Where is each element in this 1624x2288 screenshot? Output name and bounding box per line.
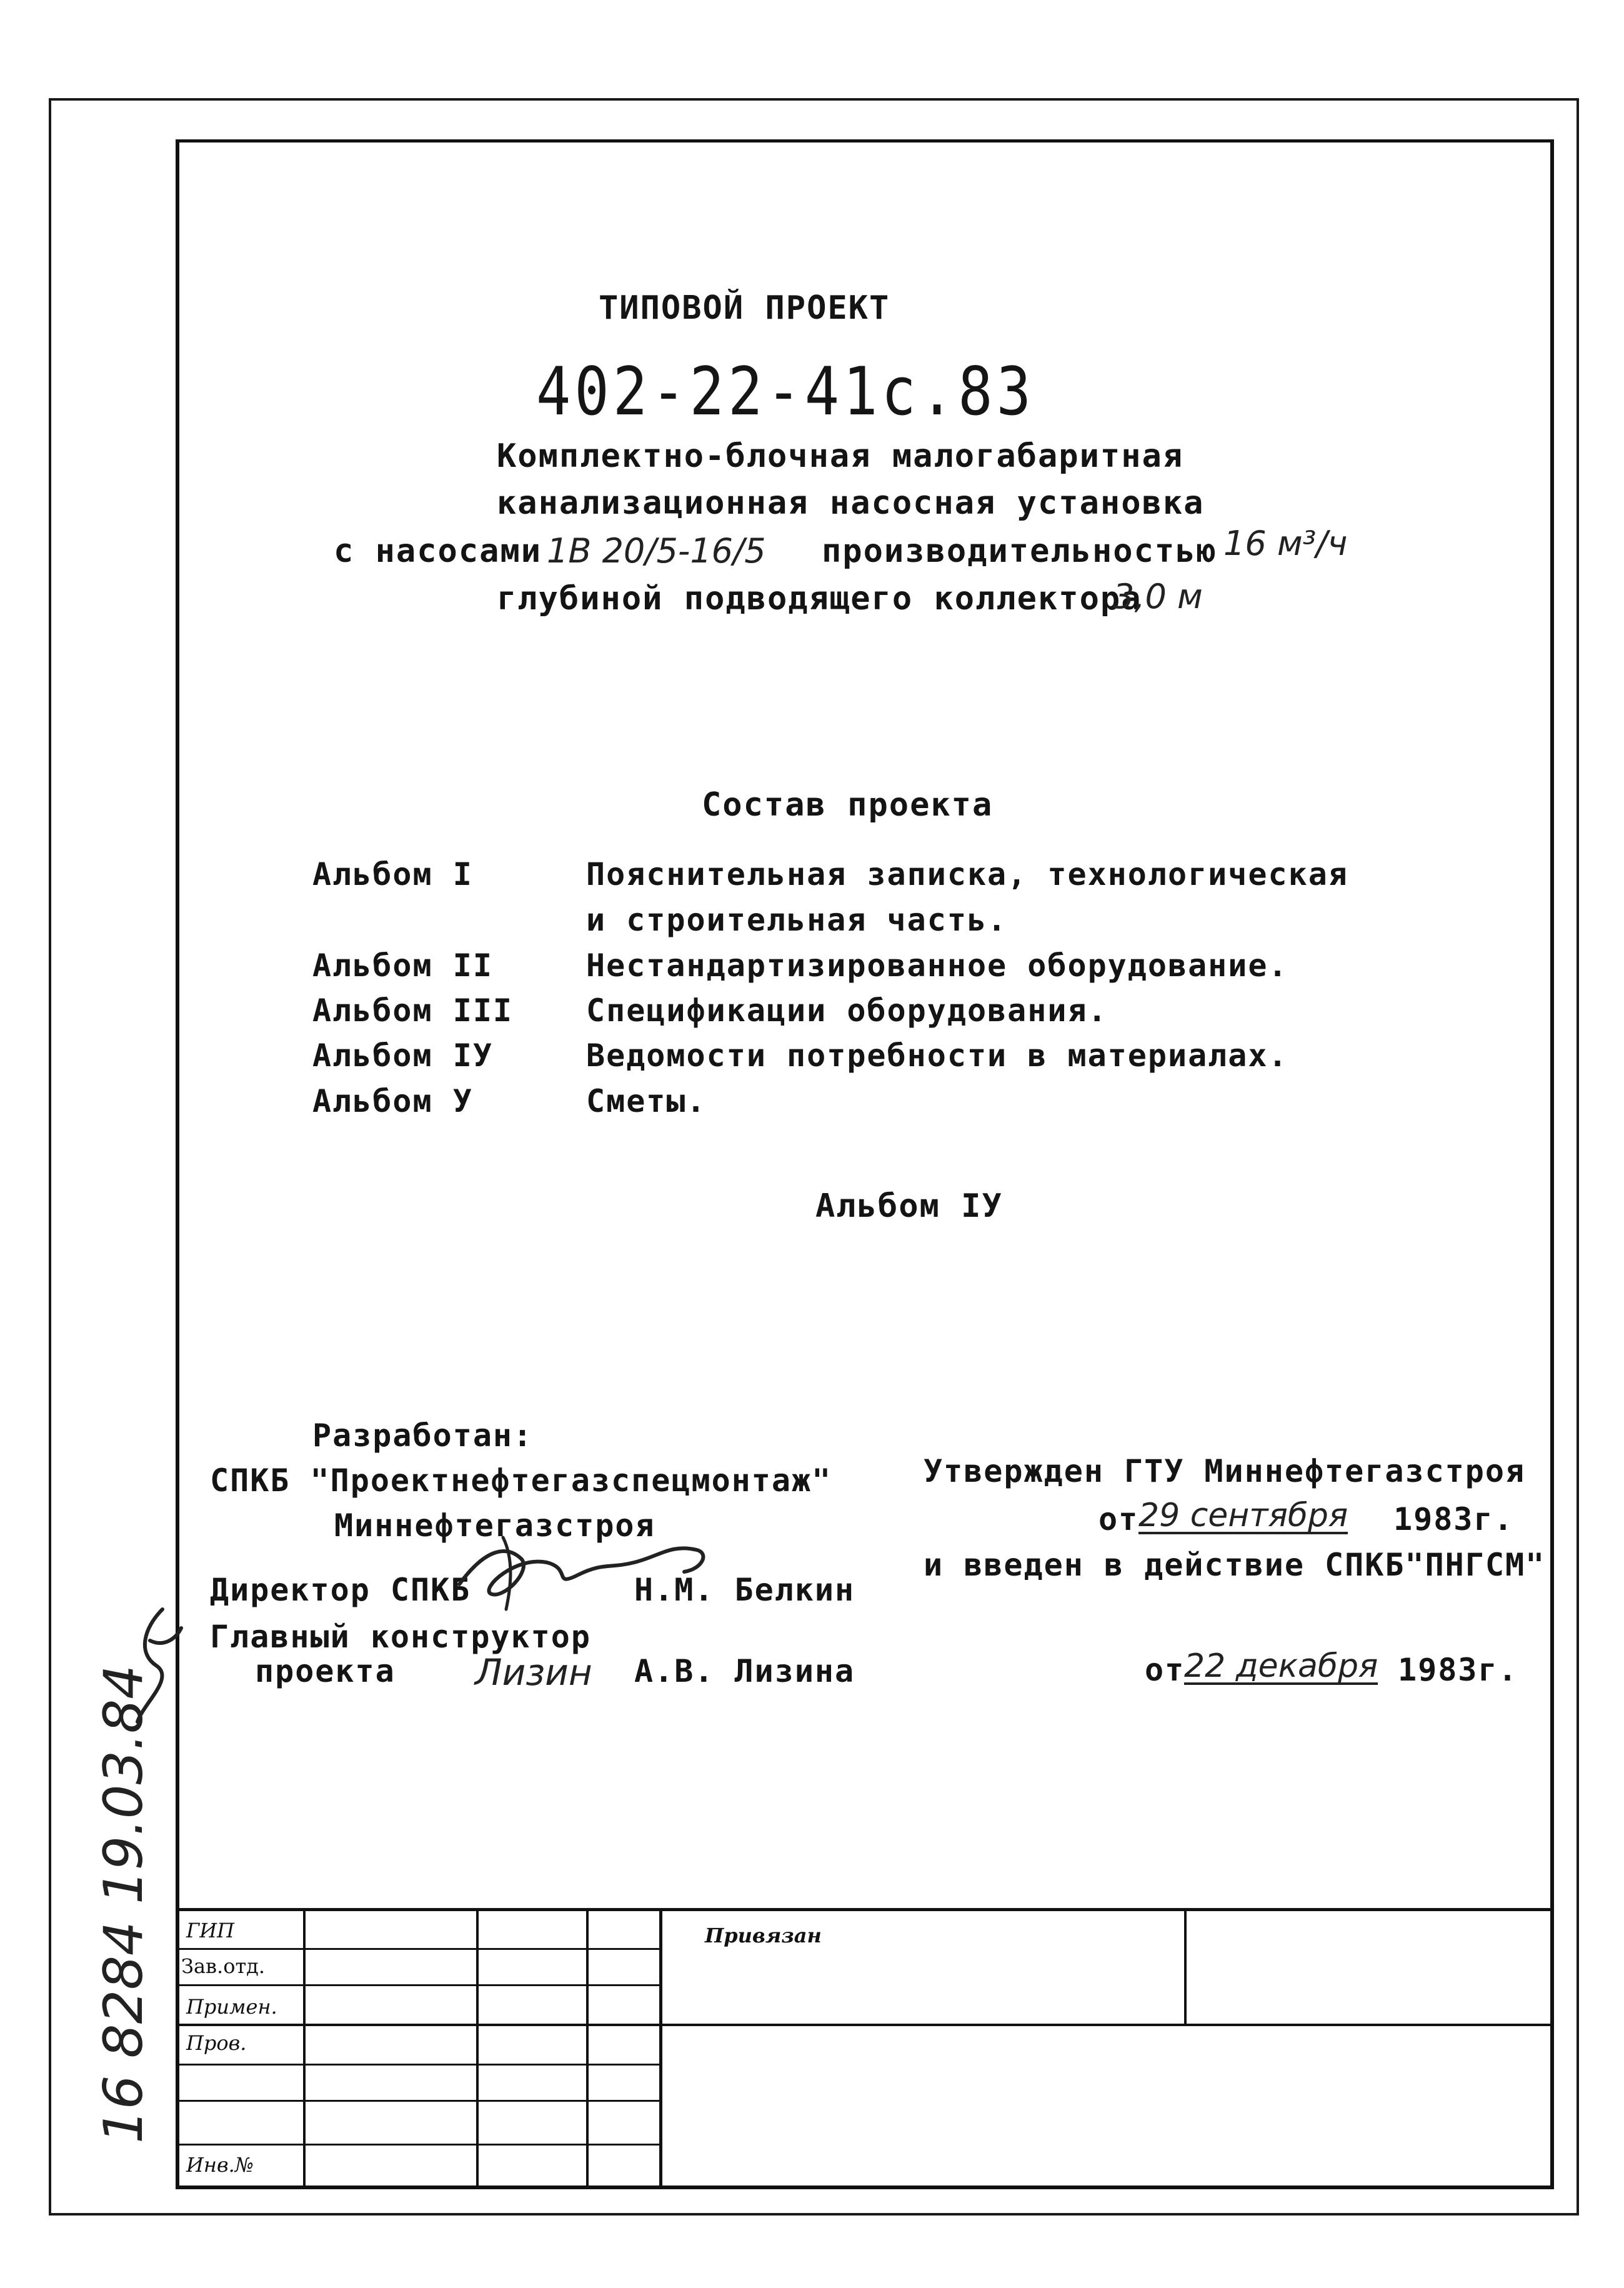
- tb-hline-5: [176, 2100, 659, 2102]
- tb-hline-6: [176, 2144, 659, 2146]
- tb-vline-1: [303, 1908, 306, 2189]
- director-role: Директор СПКБ: [210, 1572, 471, 1608]
- director-name: Н.М. Белкин: [634, 1572, 855, 1608]
- chief-name: А.В. Лизина: [634, 1653, 855, 1689]
- chief-role-2: проекта: [255, 1653, 396, 1689]
- album-3-label: Альбом III: [312, 992, 514, 1029]
- developer-ministry: Миннефтегазстроя: [334, 1507, 655, 1544]
- title-line-4-prefix: глубиной подводящего коллектора: [497, 580, 1142, 617]
- tb-vline-3: [586, 1908, 589, 2189]
- title-line-2: канализационная насосная установка: [497, 484, 1205, 522]
- project-code: 402-22-41с.83: [536, 353, 1035, 431]
- approval-line-1: Утвержден ГТУ Миннефтегазстроя: [924, 1453, 1526, 1489]
- tb-row-applied: Примен.: [186, 1995, 277, 2019]
- tb-row-inv: Инв.№: [186, 2153, 254, 2177]
- album-5-desc: Сметы.: [586, 1083, 707, 1119]
- album-2-desc: Нестандартизированное оборудование.: [586, 947, 1288, 984]
- album-4-label: Альбом IУ: [312, 1037, 493, 1074]
- title-pumps: 1В 20/5-16/5: [547, 531, 766, 571]
- title-line-3-prefix: с насосами: [334, 532, 542, 570]
- approval-date-1: 29 сентября: [1138, 1497, 1348, 1534]
- margin-note: 16 8284 19.03.84: [92, 1665, 155, 2144]
- tb-row-checked: Пров.: [186, 2031, 247, 2055]
- approval-line-2: и введен в действие СПКБ"ПНГСМ": [924, 1547, 1546, 1583]
- album-4-desc: Ведомости потребности в материалах.: [586, 1037, 1288, 1074]
- title-block: [176, 1908, 1554, 2189]
- approval-year-1: 1983г.: [1393, 1501, 1514, 1537]
- album-2-label: Альбом II: [312, 947, 493, 984]
- album-1-desc-cont: и строительная часть.: [586, 902, 1008, 938]
- tb-vline-2: [476, 1908, 479, 2189]
- album-1-desc: Пояснительная записка, технологическая: [586, 856, 1348, 892]
- tb-hline-4: [176, 2064, 659, 2066]
- title-depth: 3,0 м: [1113, 577, 1203, 616]
- album-1-label: Альбом I: [312, 856, 473, 892]
- approval-from-1: от: [1098, 1501, 1139, 1537]
- tb-row-gip: ГИП: [186, 1919, 234, 1942]
- chief-signature: Лизин: [475, 1651, 592, 1694]
- developer-org: СПКБ "Проектнефтегазспецмонтаж": [210, 1462, 832, 1499]
- approval-date-2: 22 декабря: [1184, 1647, 1378, 1685]
- tb-row-head: Зав.отд.: [181, 1954, 266, 1978]
- tb-vline-4: [659, 1908, 662, 2189]
- approval-from-2: от: [1145, 1652, 1185, 1688]
- title-capacity: 16 м³/ч: [1223, 524, 1348, 563]
- chief-role-1: Главный конструктор: [210, 1619, 591, 1655]
- tb-hline-2: [176, 1984, 659, 1986]
- album-5-label: Альбом У: [312, 1083, 473, 1119]
- tb-bound-label: Привязан: [705, 1924, 822, 1947]
- tb-vline-5: [1184, 1908, 1187, 2024]
- current-album: Альбом IУ: [815, 1187, 1003, 1225]
- tb-hline-1: [176, 1948, 659, 1950]
- title-line-3-mid: производительностью: [822, 532, 1217, 570]
- developer-heading: Разработан:: [312, 1417, 534, 1454]
- album-3-desc: Спецификации оборудования.: [586, 992, 1108, 1029]
- margin-initials: [119, 1603, 187, 1728]
- director-signature: [447, 1525, 734, 1612]
- tb-hline-3: [176, 2024, 1554, 2026]
- approval-year-2: 1983г.: [1398, 1652, 1518, 1688]
- composition-heading: Состав проекта: [702, 786, 994, 824]
- title-line-1: Комплектно-блочная малогабаритная: [497, 437, 1184, 475]
- doc-type: ТИПОВОЙ ПРОЕКТ: [599, 289, 890, 327]
